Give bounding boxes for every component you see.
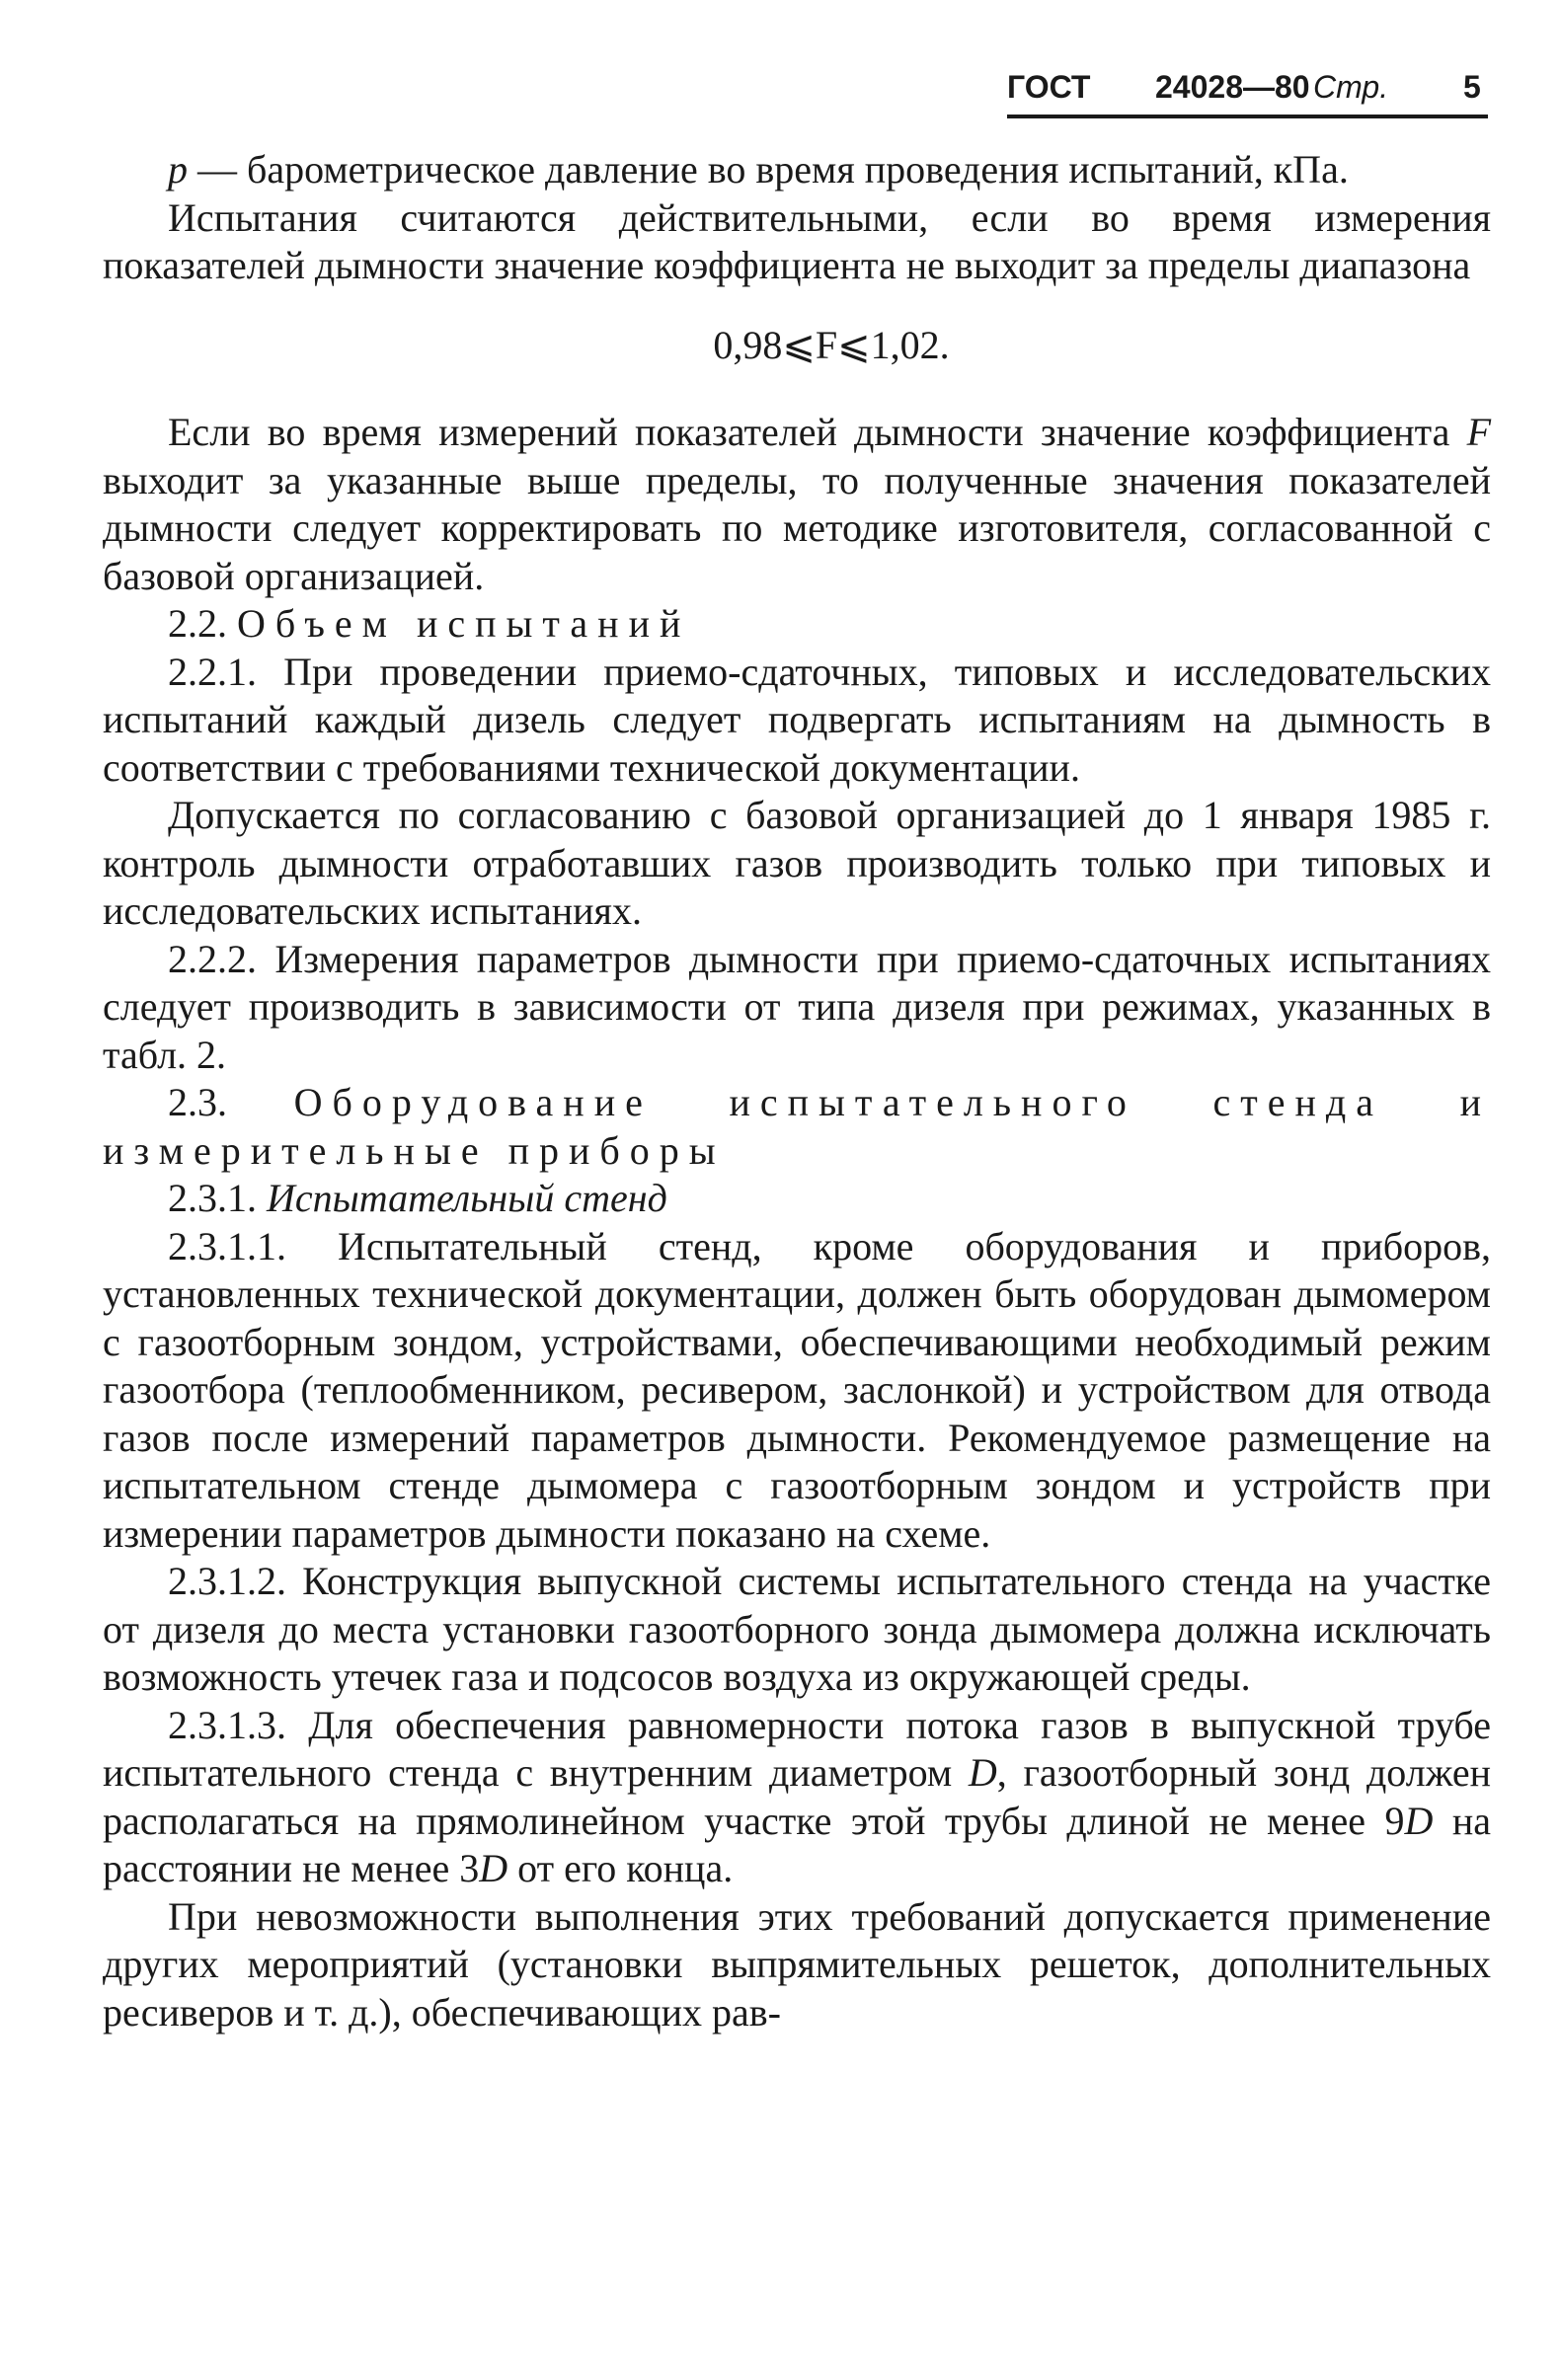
document-body (103, 146, 1491, 2036)
section-2-2-heading (103, 600, 1491, 649)
section-2-2-title: Объем испытаний (237, 601, 691, 646)
correction-symbol: F (1466, 410, 1492, 454)
section-2-3-1-3-text-b: , газоотборный зонд должен располагаться на прямолинейном участке этой трубы длиной не менее 9 (103, 1750, 1491, 1843)
validity-paragraph: Испытания считаются действительными, если во время измерения показателей дымности значение коэффициента не выходит за пределы диапазона (103, 194, 1491, 287)
section-2-3-1-2: 2.3.1.2. Конструкция выпускной системы испытательного стенда на участке от дизеля до места установки газоотборного зонда дымомера должна исключать возможность утечек газа и подсосов воздуха из окружающей среды. (103, 1559, 1491, 1699)
section-2-2-1-note: Допускается по согласованию с базовой организацией до 1 января 1985 г. контроль дымности отработавших газов производить только при типовых и исследовательских испытаниях. (103, 793, 1491, 933)
section-2-3-1-title: Испытательный стенд (267, 1176, 667, 1220)
symbol-D-3: D (479, 1846, 508, 1890)
section-2-3-title: Оборудование испытательного стенда и измерительные приборы (103, 1080, 1491, 1173)
var-definition-p-text: — барометрическое давление во время проведения испытаний, кПа. (197, 147, 1349, 192)
section-2-3-1-3-text-c: на расстоянии не менее 3 (103, 1798, 1492, 1890)
correction-paragraph (103, 409, 1491, 600)
header-gost: ГОСТ (1007, 69, 1091, 105)
header-standard-number: 24028—80 (1155, 69, 1310, 105)
header-rule (1007, 115, 1488, 118)
section-2-3-1-3-note: При невозможности выполнения этих требований допускается применение других мероприятий (установки выпрямительных решеток, дополнительных ресиверов и т. д.), обеспечивающих рав- (103, 1893, 1491, 2035)
symbol-D: D (968, 1750, 997, 1795)
section-2-2-1: 2.2.1. При проведении приемо-сдаточных, типовых и исследовательских испытаний каждый дизель следует подвергать испытаниям на дымность в соответствии с требованиями технической документации. (103, 649, 1491, 790)
section-2-2-number: 2.2. (168, 601, 227, 646)
section-2-3-heading (103, 1079, 1491, 1175)
var-symbol-p: p (168, 147, 188, 192)
symbol-D-2: D (1404, 1798, 1434, 1843)
header-page-number: 5 (1463, 69, 1481, 105)
var-definition-p (103, 146, 1491, 194)
section-2-3-1-3-text-d: от его конца. (517, 1846, 734, 1890)
page-header (1007, 69, 1491, 118)
section-2-2-2: 2.2.2. Измерения параметров дымности при приемо-сдаточных испытаниях следует производить в зависимости от типа дизеля при режимах, указанных в табл. 2. (103, 936, 1491, 1077)
correction-text-2: выходит за указанные выше пределы, то полученные значения показателей дымности следует корректировать по методике изготовителя, согласованной с базовой организацией. (103, 457, 1491, 598)
header-page-label: Стр. (1313, 69, 1389, 105)
section-2-3-1-heading (103, 1175, 1491, 1223)
section-2-3-1-1: 2.3.1.1. Испытательный стенд, кроме оборудования и приборов, установленных технической документации, должен быть оборудован дымомером с газоотборным зондом, устройствами, обеспечивающими необходимый режим газоотбора (теплообменником, ресивером, заслонкой) и устройством для отвода газов после измерений параметров дымности. Рекомендуемое размещение на испытательном стенде дымомера с газоотборным зондом и устройств при измерении параметров дымности показано на схеме. (103, 1223, 1491, 1556)
section-2-3-1-number: 2.3.1. (168, 1176, 257, 1220)
formula: 0,98⩽F⩽1,02. (713, 322, 950, 367)
correction-text-1: Если во время измерений показателей дымности значение коэффициента (168, 410, 1450, 454)
section-2-3-1-3-text-a: 2.3.1.3. Для обеспечения равномерности потока газов в выпускной трубе испытательного стенда с внутренним диаметром (103, 1702, 1491, 1795)
section-2-3-number: 2.3. (168, 1080, 227, 1124)
section-2-3-1-3 (103, 1702, 1491, 1893)
